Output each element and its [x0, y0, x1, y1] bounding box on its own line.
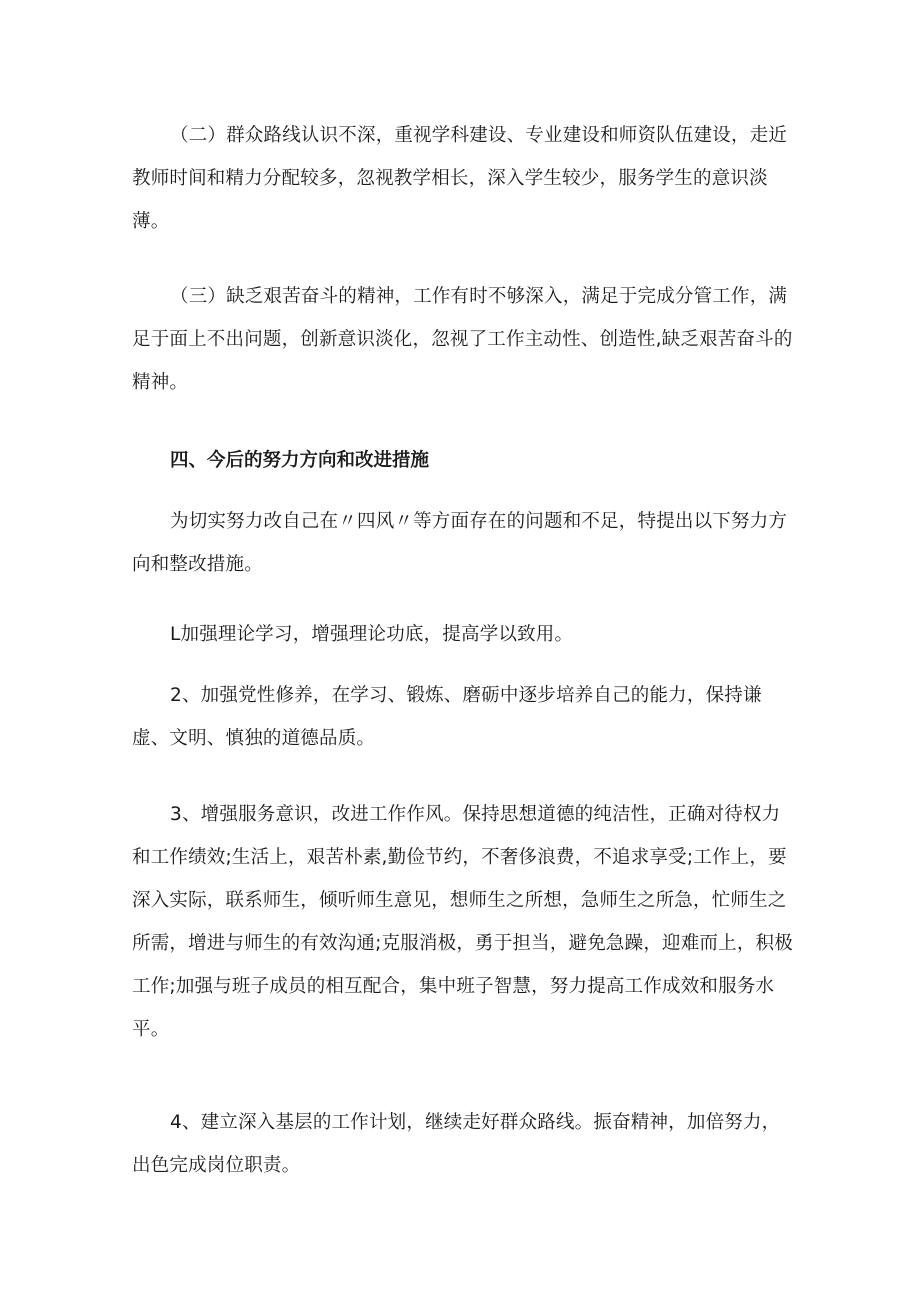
list-item-party-spirit: 2、加强党性修养，在学习、锻炼、磨砺中逐步培养自己的能力，保持谦虚、文明、慎独的道德品质。	[132, 685, 762, 749]
list-item-service-awareness: 3、增强服务意识，改进工作作风。保持思想道德的纯洁性，正确对待权力和工作绩效;生活上，艰苦朴素,勤俭节约，不奢侈浪费，不追求享受;工作上，要深入实际，联系师生，倾听师生意见，想师生之所想，急师生之所急，忙师生之所需，增进与师生的有效沟通;克服消极，勇于担当，避免急躁，迎难而上，积极工作;加强与班子成员的相互配合，集中班子智慧，努力提高工作成效和服务水平。	[132, 804, 793, 1040]
paragraph-mass-line: （二）群众路线认识不深，重视学科建设、专业建设和师资队伍建设，走近教师时间和精力分配较多，忽视教学相长，深入学生较少，服务学生的意识淡薄。	[132, 125, 788, 232]
paragraph-hard-work-spirit: （三）缺乏艰苦奋斗的精神，工作有时不够深入，满足于完成分管工作，满足于面上不出问题，创新意识淡化，忽视了工作主动性、创造性,缺乏艰苦奋斗的精神。	[132, 286, 793, 393]
paragraph-intro-measures: 为切实努力改自己在〃四风〃等方面存在的问题和不足，特提出以下努力方向和整改措施。	[132, 511, 788, 575]
section-heading-improvement: 四、今后的努力方向和改进措施	[170, 450, 430, 471]
list-item-theory-study: L加强理论学习，增强理论功底，提高学以致用。	[170, 624, 574, 645]
list-item-grassroots-plan: 4、建立深入基层的工作计划，继续走好群众路线。振奋精神，加倍努力，出色完成岗位职责。	[132, 1112, 781, 1176]
